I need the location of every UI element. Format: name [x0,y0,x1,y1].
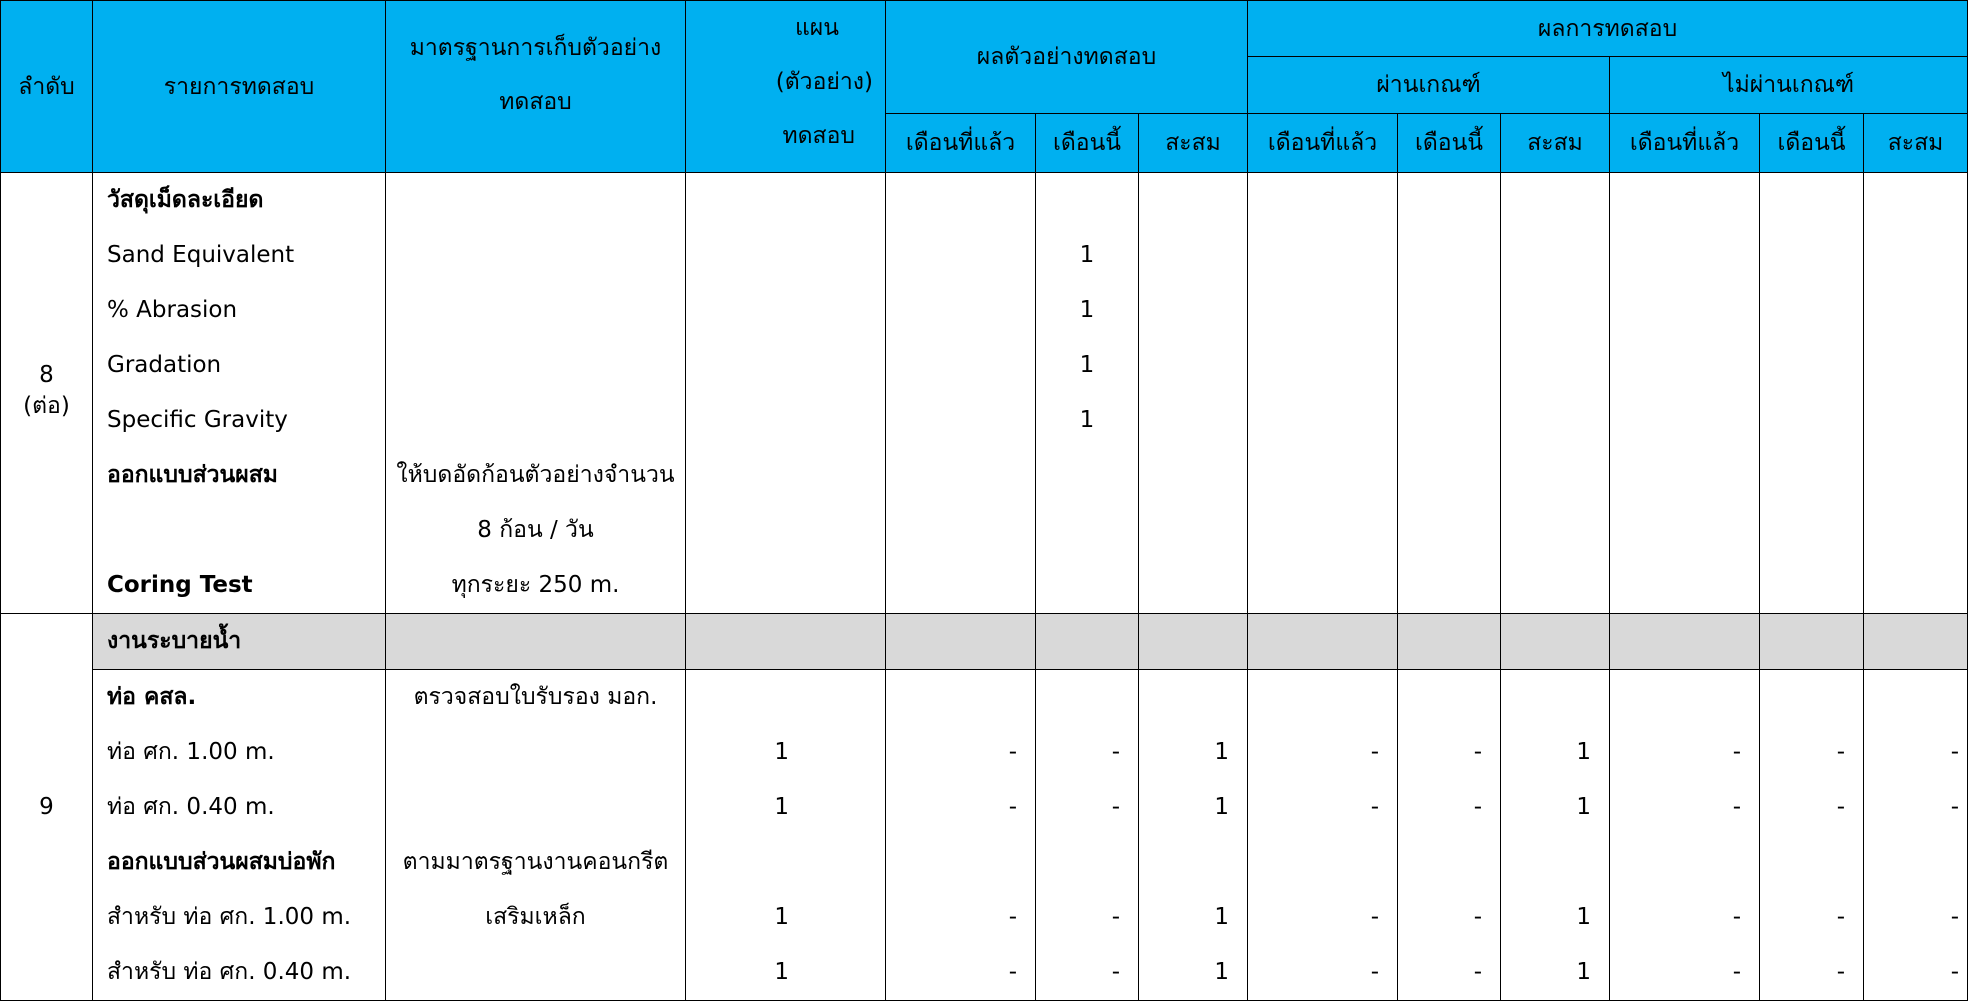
header-standard: มาตรฐานการเก็บตัวอย่าง ทดสอบ [386,1,686,173]
list-item [93,503,385,558]
list-item: สำหรับ ท่อ ศก. 0.40 m. [107,959,352,985]
header-fail-this-month: เดือนนี้ [1760,114,1864,173]
header-samples: ผลตัวอย่างทดสอบ [886,1,1248,114]
list-item: Coring Test [107,572,253,598]
samples-last-month-cell: - - - - [886,670,1036,1001]
fail-last-month-cell: - - - - [1610,670,1760,1001]
header-results: ผลการทดสอบ [1248,1,1968,57]
pass-last-month-cell [1248,173,1398,614]
samples-this-month-cell: - - - - [1036,670,1139,1001]
table-row [1,670,1968,1001]
header-pass-cumulative: สะสม [1501,114,1610,173]
plan-cell [686,173,886,614]
samples-cumulative-cell: 1 1 1 1 [1139,670,1248,1001]
header-fail: ไม่ผ่านเกณฑ์ [1610,57,1968,114]
samples-cumulative-cell [1139,173,1248,614]
pass-this-month-cell [1398,173,1501,614]
list-item: Sand Equivalent [107,242,295,268]
header-fail-last-month: เดือนที่แล้ว [1610,114,1760,173]
table-header [1,1,1968,173]
list-item: Specific Gravity [107,407,288,433]
list-item: สำหรับ ท่อ ศก. 1.00 m. [107,904,352,930]
list-item: Gradation [107,352,222,378]
list-item: ท่อ คสล. [107,684,197,710]
fail-this-month-cell: - - - - [1760,670,1864,1001]
header-plan: แผน (ตัวอย่าง) ทดสอบ [686,1,886,173]
list-item: ออกแบบส่วนผสม [107,462,278,488]
header-fail-cumulative: สะสม [1864,114,1968,173]
section-header-row [1,614,1968,670]
fail-cumulative-cell [1864,173,1968,614]
samples-last-month-cell [886,173,1036,614]
fail-last-month-cell [1610,173,1760,614]
item-list [93,173,386,614]
item-list [93,670,386,1001]
list-item: % Abrasion [107,297,238,323]
header-samples-last-month: เดือนที่แล้ว [886,114,1036,173]
list-item: ออกแบบส่วนผสมบ่อพัก [107,849,336,875]
pass-cumulative-cell [1501,173,1610,614]
section-title: งานระบายน้ำ [93,614,386,670]
header-samples-cumulative: สะสม [1139,114,1248,173]
standard-list: ตรวจสอบใบรับรอง มอก. ตามมาตรฐานงานคอนกรีต เสริมเหล็ก [386,670,686,1001]
standard-list: ให้บดอัดก้อนตัวอย่างจำนวน 8 ก้อน / วัน ทุกระยะ 250 m. [386,173,686,614]
pass-this-month-cell: - - - - [1398,670,1501,1001]
fail-cumulative-cell: - - - - [1864,670,1968,1001]
samples-this-month-cell: 1 1 1 1 [1036,173,1139,614]
list-item: วัสดุเม็ดละเอียด [107,187,264,213]
row-no: 8 (ต่อ) [1,173,93,614]
list-item: ท่อ ศก. 0.40 m. [107,794,275,820]
header-pass: ผ่านเกณฑ์ [1248,57,1610,114]
header-pass-last-month: เดือนที่แล้ว [1248,114,1398,173]
plan-cell: 1 1 1 1 [686,670,886,1001]
row-no: 9 [1,614,93,1001]
pass-last-month-cell: - - - - [1248,670,1398,1001]
header-pass-this-month: เดือนนี้ [1398,114,1501,173]
list-item: ท่อ ศก. 1.00 m. [107,739,275,765]
table-row [1,173,1968,614]
header-samples-this-month: เดือนนี้ [1036,114,1139,173]
pass-cumulative-cell: 1 1 1 1 [1501,670,1610,1001]
header-no: ลำดับ [1,1,93,173]
header-item: รายการทดสอบ [93,1,386,173]
fail-this-month-cell [1760,173,1864,614]
